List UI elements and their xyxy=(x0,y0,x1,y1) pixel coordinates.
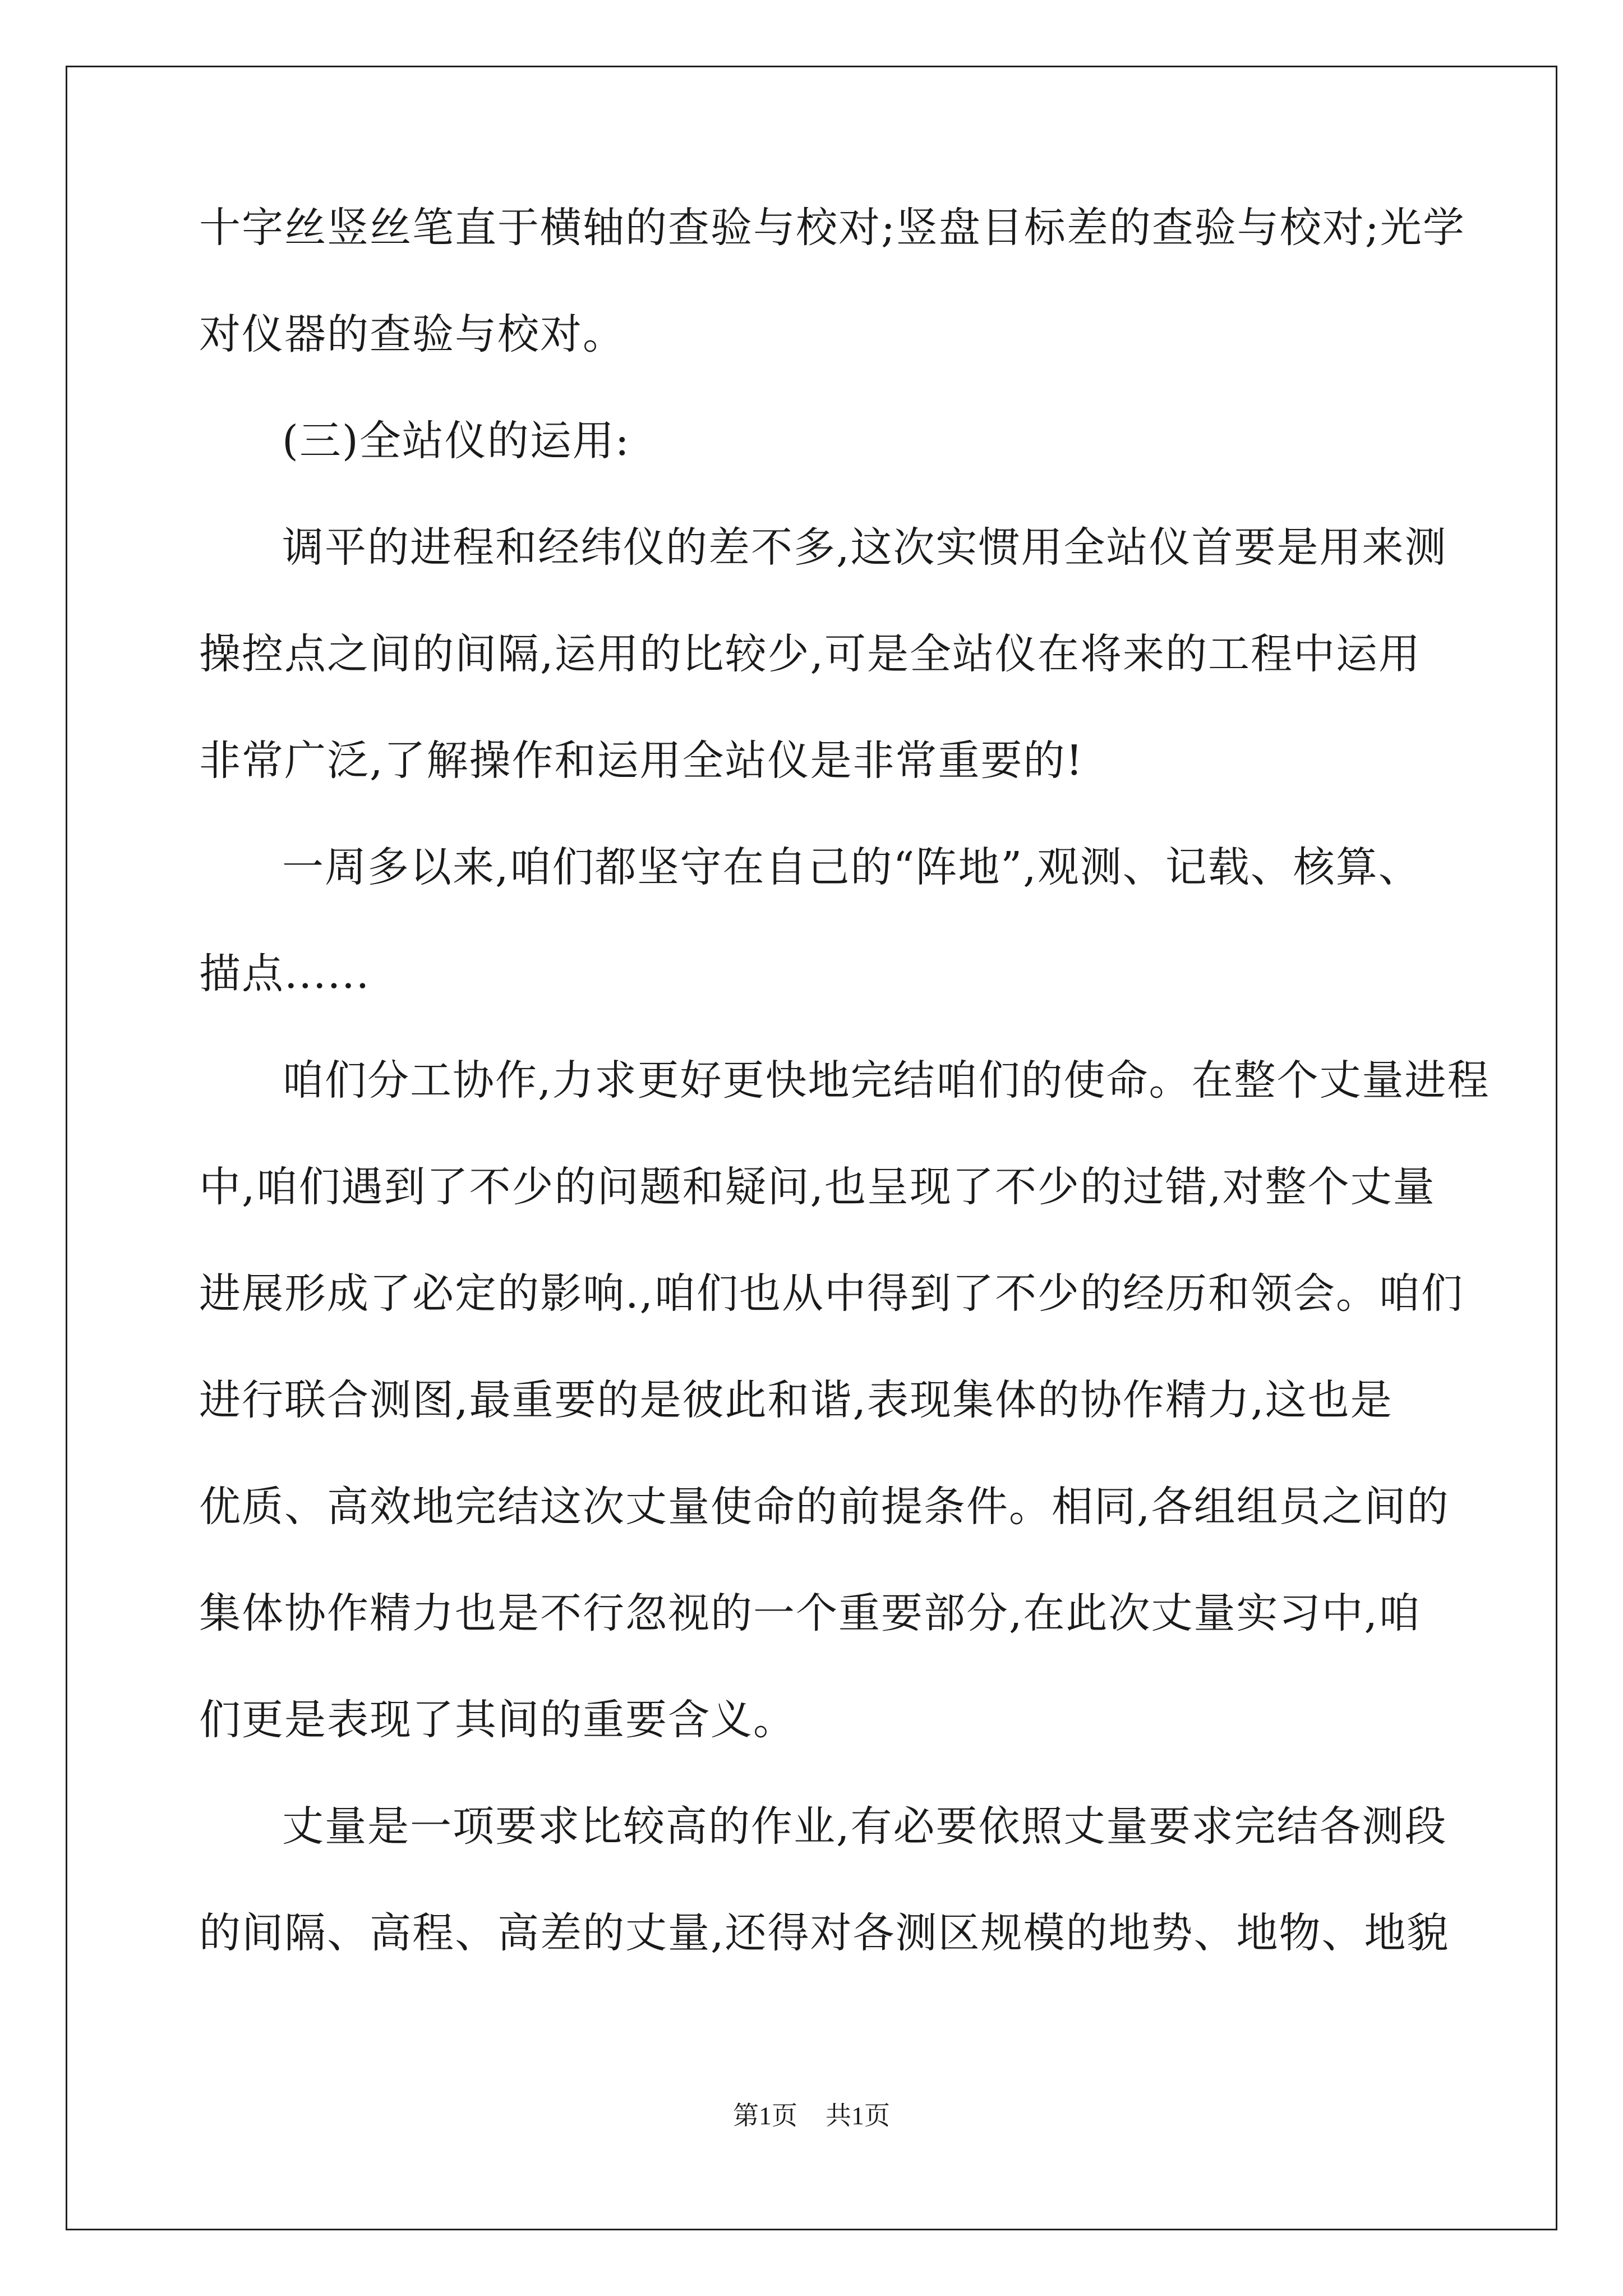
text-line: 非常广泛,了解操作和运用全站仪是非常重要的! xyxy=(199,737,1084,785)
text-line: 对仪器的查验与校对。 xyxy=(199,310,625,358)
text-line: 进展形成了必定的影响.,咱们也从中得到了不少的经历和领会。咱们 xyxy=(199,1269,1464,1318)
text-line: 咱们分工协作,力求更好更快地完结咱们的使命。在整个丈量进程 xyxy=(282,1056,1490,1105)
text-line: 集体协作精力也是不行忽视的一个重要部分,在此次丈量实习中,咱 xyxy=(199,1589,1422,1637)
text-line: 丈量是一项要求比较高的作业,有必要依照丈量要求完结各测段 xyxy=(282,1802,1447,1851)
text-line: 的间隔、高程、高差的丈量,还得对各测区规模的地势、地物、地貌 xyxy=(199,1909,1450,1957)
text-line: 们更是表现了其间的重要含义。 xyxy=(199,1696,796,1744)
text-line: 一周多以来,咱们都坚守在自己的“阵地”,观测、记载、核算、 xyxy=(282,843,1421,891)
text-line: 中,咱们遇到了不少的问题和疑问,也呈现了不少的过错,对整个丈量 xyxy=(199,1163,1436,1211)
text-line: 优质、高效地完结这次丈量使命的前提条件。相同,各组组员之间的 xyxy=(199,1483,1450,1531)
page-footer xyxy=(0,2099,1623,2133)
page-number-total: 共1页 xyxy=(826,2101,890,2130)
section-heading: (三)全站仪的运用: xyxy=(282,417,630,465)
text-line: 十字丝竖丝笔直于横轴的查验与校对;竖盘目标差的查验与校对;光学 xyxy=(199,204,1465,252)
text-line: 进行联合测图,最重要的是彼此和谐,表现集体的协作精力,这也是 xyxy=(199,1376,1393,1424)
page-number-current: 第1页 xyxy=(733,2101,797,2130)
text-line: 描点...... xyxy=(199,950,371,998)
text-line: 调平的进程和经纬仪的差不多,这次实惯用全站仪首要是用来测 xyxy=(282,523,1447,572)
text-line: 操控点之间的间隔,运用的比较少,可是全站仪在将来的工程中运用 xyxy=(199,630,1422,678)
